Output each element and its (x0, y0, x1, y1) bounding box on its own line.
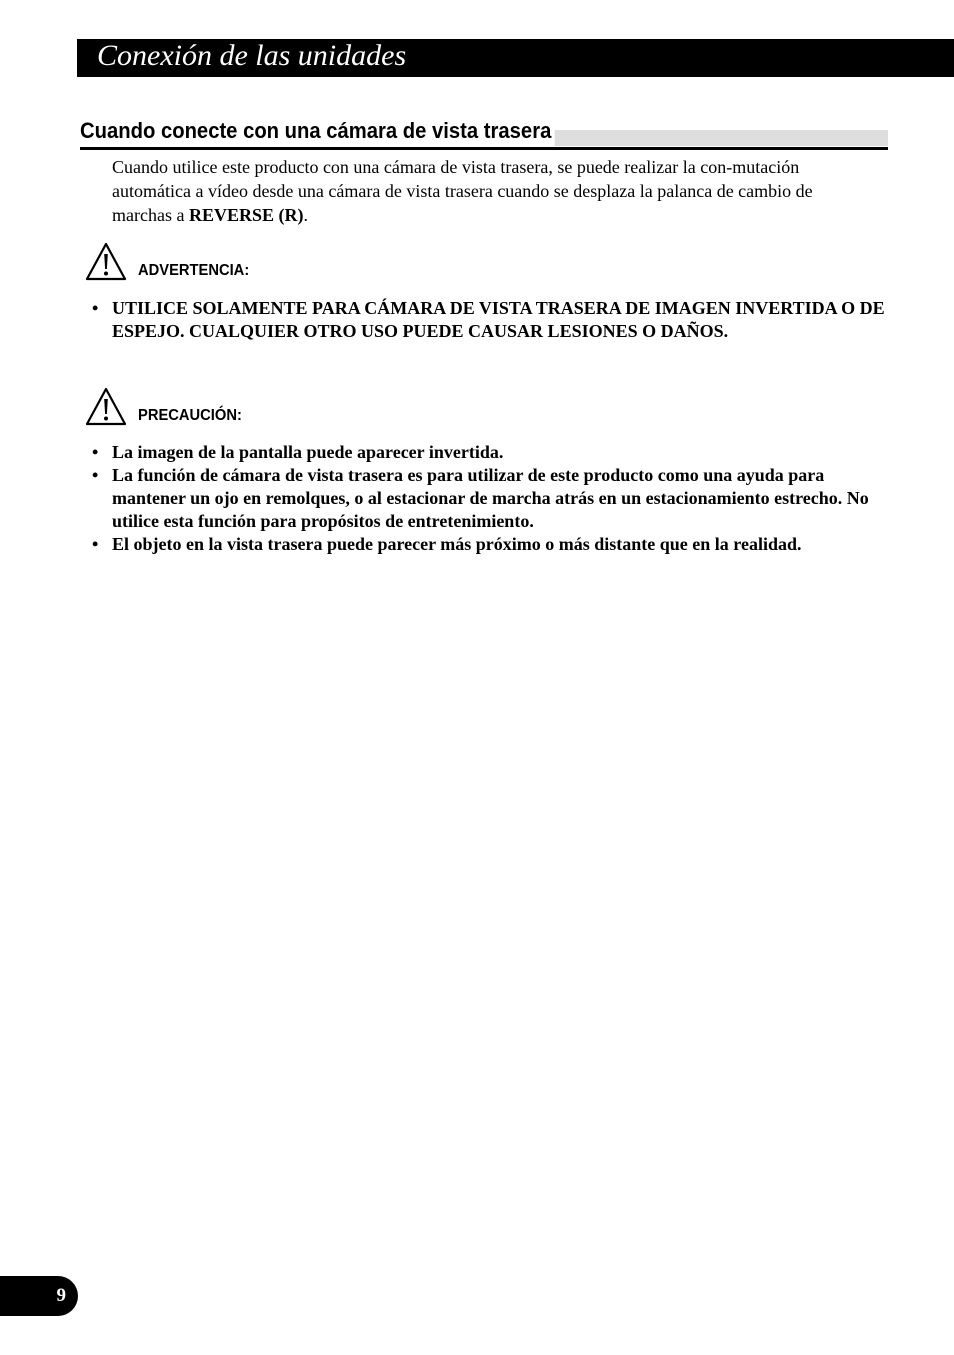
warning-triangle-icon (84, 242, 128, 282)
caution-item-text: El objeto en la vista trasera puede parecer más próximo o más distante que en la realidad. (112, 534, 802, 554)
bullet-icon: • (92, 534, 99, 554)
bullet-icon: • (92, 298, 99, 318)
warning-list (92, 297, 892, 343)
caution-list (92, 441, 892, 556)
warning-item-text: UTILICE SOLAMENTE PARA CÁMARA DE VISTA TRASERA DE IMAGEN INVERTIDA O DE ESPEJO. CUALQUIER OTRO USO PUEDE CAUSAR LESIONES O DAÑOS. (112, 298, 885, 341)
list-item (92, 297, 892, 343)
page-number-tab (0, 1276, 78, 1316)
warning-label: ADVERTENCIA: (138, 262, 250, 279)
intro-bold-term: REVERSE (R) (188, 205, 304, 225)
section-heading-rule (80, 147, 888, 150)
bullet-icon: • (92, 442, 99, 462)
bullet-icon: • (92, 465, 99, 485)
intro-end: . (303, 205, 308, 225)
caution-item-text: La función de cámara de vista trasera es para utilizar de este producto como una ayuda para mantener un ojo en remolques, o al estacionar de marcha atrás en un estacionamiento estrecho. No utilice esta función para propósitos de entretenimiento. (112, 465, 869, 531)
intro-paragraph (112, 155, 832, 227)
section-title: Cuando conecte con una cámara de vista trasera (80, 116, 555, 146)
list-item (92, 533, 892, 556)
list-item (92, 464, 892, 533)
intro-text: Cuando utilice este producto con una cámara de vista trasera, se puede realizar la con-mutación automática a vídeo desde una cámara de vista trasera cuando se desplaza la palanca de cambio de marchas a (112, 157, 813, 225)
caution-triangle-icon (84, 387, 128, 427)
list-item (92, 441, 892, 464)
caution-item-text: La imagen de la pantalla puede aparecer invertida. (112, 442, 504, 462)
chapter-title: Conexión de las unidades (97, 39, 407, 72)
chapter-header-bar (77, 39, 954, 77)
section-heading (80, 116, 888, 150)
page-number: 9 (56, 1285, 66, 1306)
caution-label: PRECAUCIÓN: (138, 407, 242, 424)
